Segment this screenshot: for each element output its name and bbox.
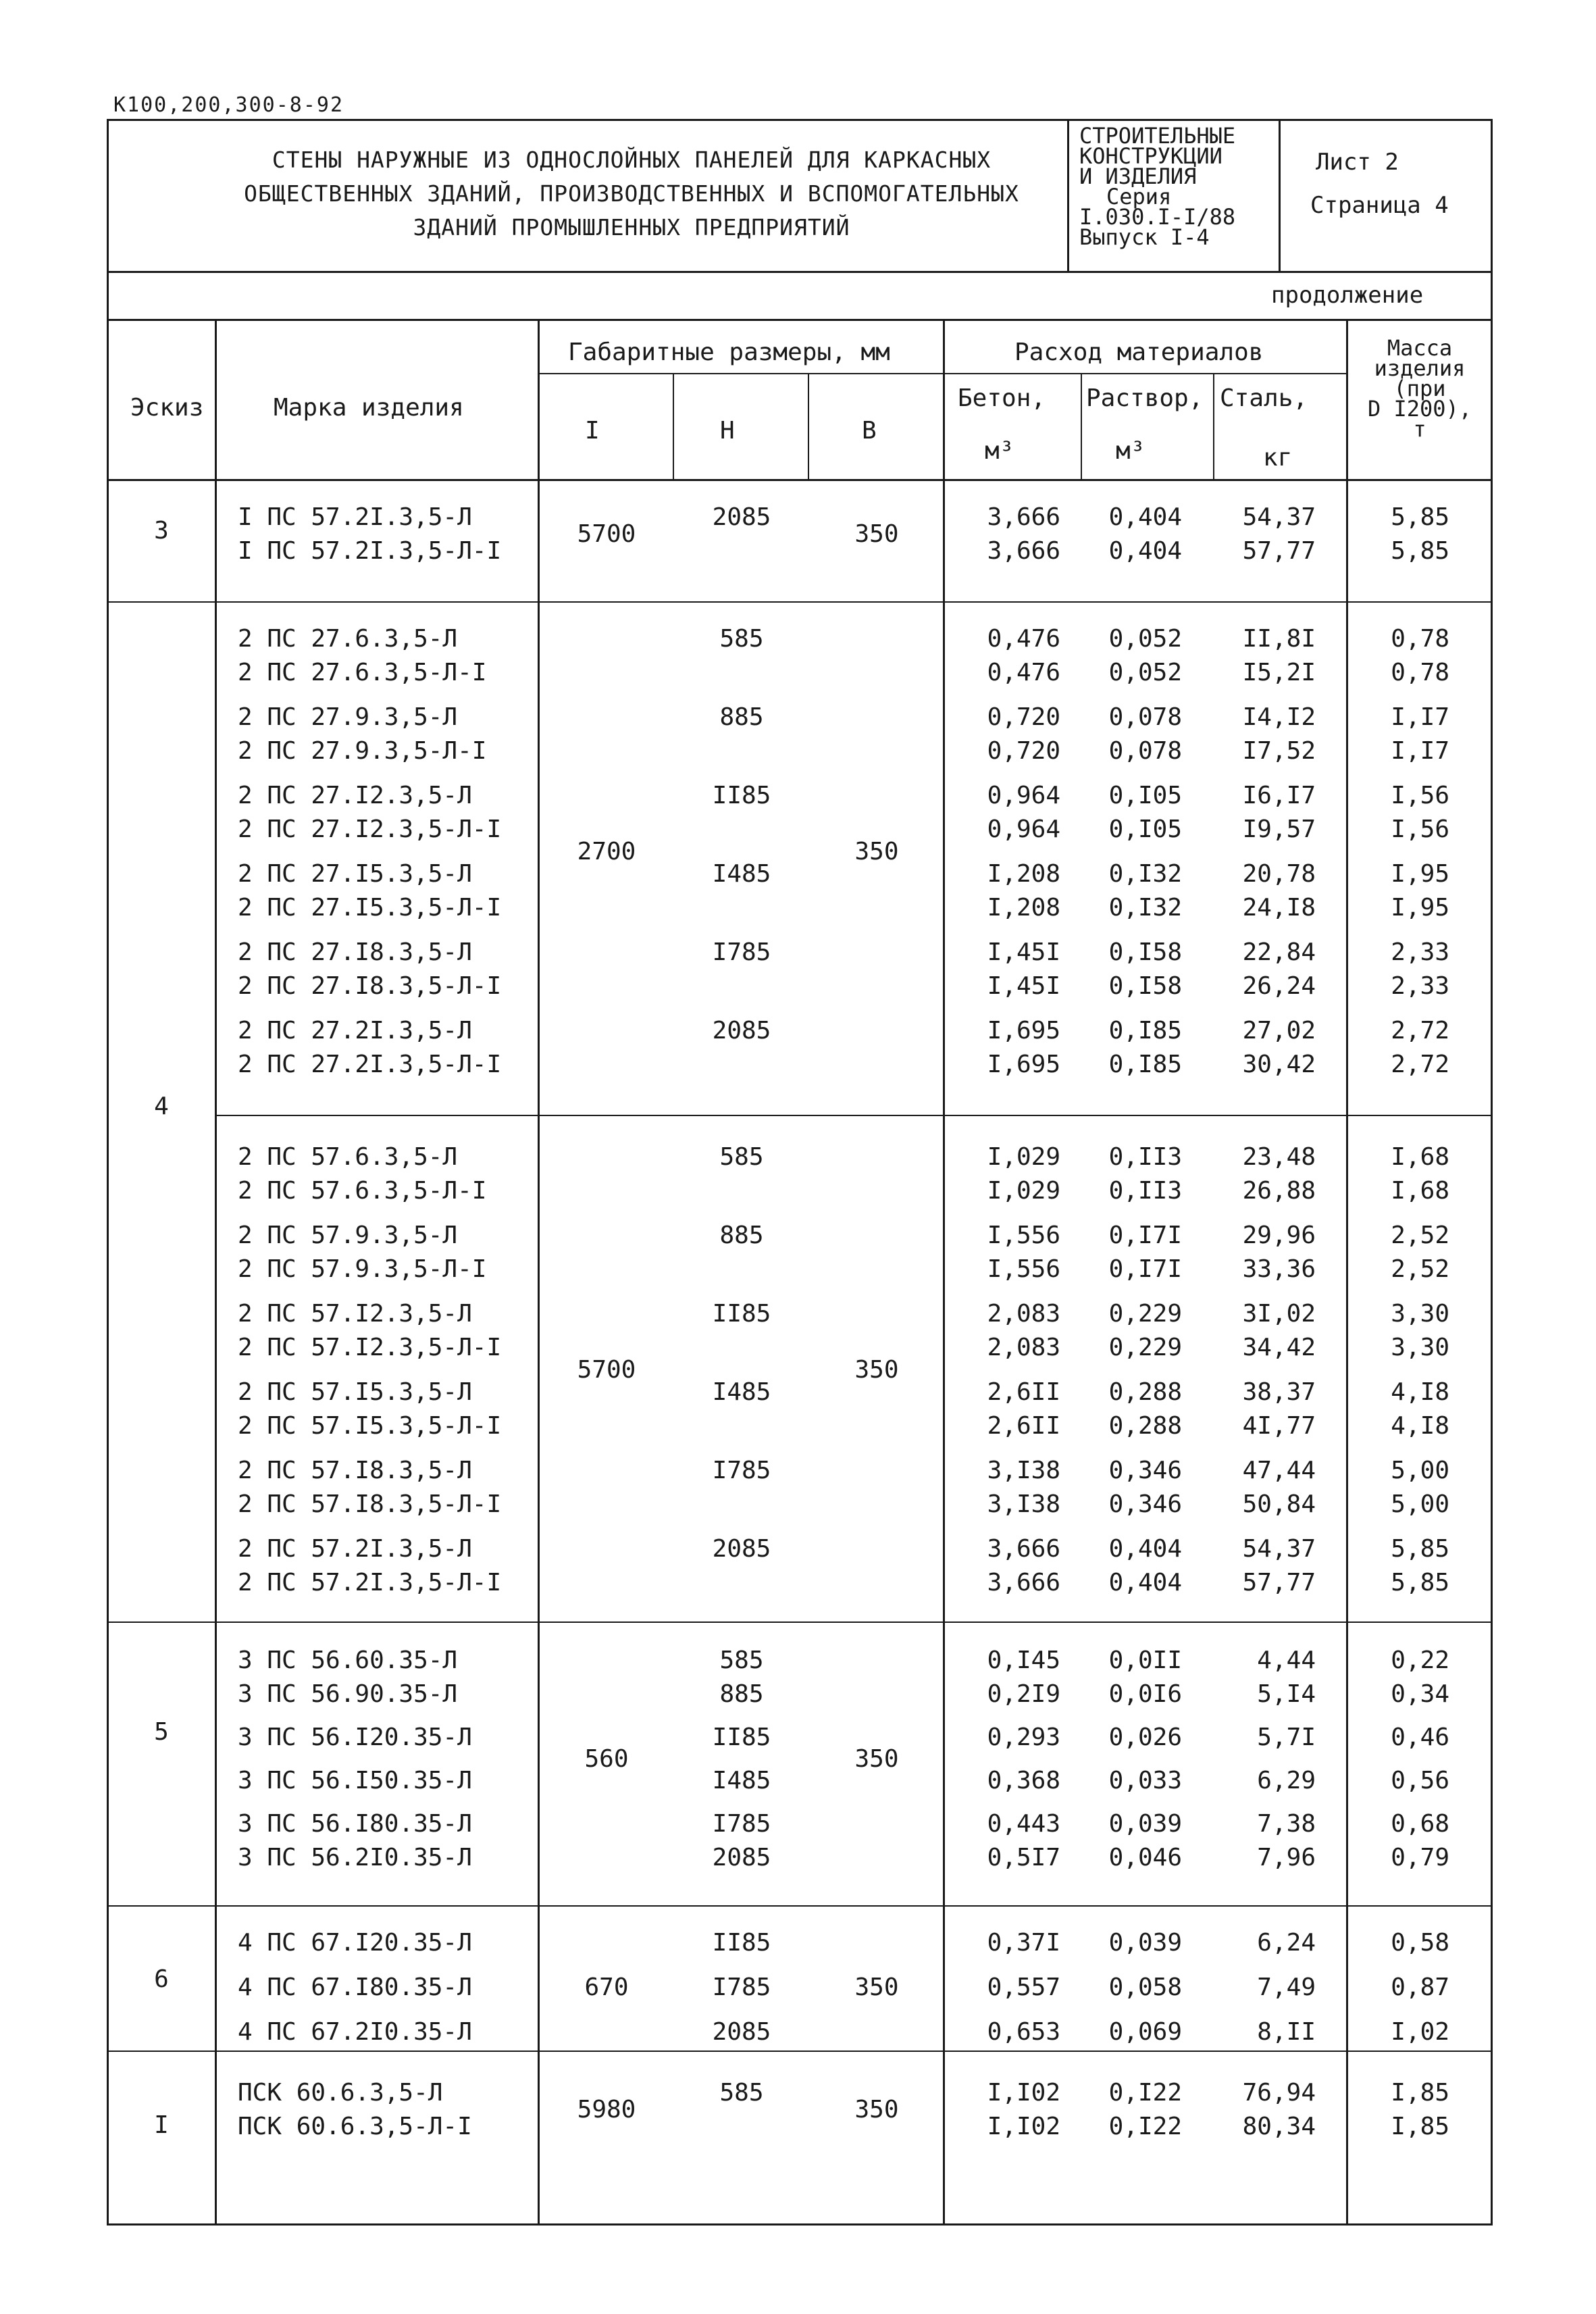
product-mark: 3 ПС 56.I80.35-Л xyxy=(238,1810,472,1838)
h-value: 585 xyxy=(719,1646,764,1674)
product-mark: 2 ПС 57.I5.3,5-Л-I xyxy=(238,1412,502,1440)
mortar-value: 0,I58 xyxy=(1108,938,1182,966)
mortar-value: 0,033 xyxy=(1108,1767,1182,1794)
mass-value: 2,33 xyxy=(1391,938,1449,966)
h-value: II85 xyxy=(712,1724,771,1751)
steel-value: I9,57 xyxy=(1242,815,1316,843)
header-mid-line xyxy=(538,373,1346,374)
steel-value: 8,II xyxy=(1257,2018,1316,2046)
b-value: 350 xyxy=(854,1356,899,1384)
h-value: 2085 xyxy=(712,503,771,531)
h-value: 885 xyxy=(719,703,764,731)
h-value: I785 xyxy=(712,1973,771,2001)
mass-value: 0,56 xyxy=(1391,1767,1449,1794)
mortar-value: 0,I58 xyxy=(1108,972,1182,1000)
mortar-value: 0,052 xyxy=(1108,625,1182,653)
col-header-L: I xyxy=(585,417,600,445)
col-header-mark: Марка изделия xyxy=(274,394,464,422)
product-mark: 2 ПС 57.9.3,5-Л-I xyxy=(238,1255,487,1283)
steel-value: 26,24 xyxy=(1242,972,1316,1000)
col-line-5 xyxy=(943,320,945,2225)
mass-value: 0,79 xyxy=(1391,1844,1449,1871)
concrete-value: 0,964 xyxy=(987,782,1060,809)
col-line-4 xyxy=(808,374,809,479)
page-number: Страница 4 xyxy=(1310,192,1449,219)
sketch-number: 5 xyxy=(154,1718,169,1746)
continuation-line xyxy=(107,319,1493,321)
mass-value: I,56 xyxy=(1391,782,1449,809)
mass-value: 4,I8 xyxy=(1391,1378,1449,1406)
sketch-number: 3 xyxy=(154,517,169,545)
concrete-value: 0,653 xyxy=(987,2018,1060,2046)
mass-value: I,68 xyxy=(1391,1143,1449,1171)
concrete-value: I,208 xyxy=(987,894,1060,922)
mortar-value: 0,058 xyxy=(1108,1973,1182,2001)
document-title xyxy=(203,143,1060,245)
steel-value: 50,84 xyxy=(1242,1490,1316,1518)
concrete-value: I,029 xyxy=(987,1143,1060,1171)
l-value: 670 xyxy=(584,1973,629,2001)
mass-value: 5,85 xyxy=(1391,503,1449,531)
mass-value: I,02 xyxy=(1391,2018,1449,2046)
product-mark: 2 ПС 57.9.3,5-Л xyxy=(238,1222,458,1249)
page-frame xyxy=(107,119,1493,2225)
product-mark: 4 ПС 67.I20.35-Л xyxy=(238,1929,472,1957)
mortar-value: 0,I05 xyxy=(1108,815,1182,843)
product-mark: 2 ПС 27.I2.3,5-Л-I xyxy=(238,815,502,843)
steel-value: I4,I2 xyxy=(1242,703,1316,731)
mass-value: I,85 xyxy=(1391,2079,1449,2107)
concrete-value: 0,557 xyxy=(987,1973,1060,2001)
steel-value: 22,84 xyxy=(1242,938,1316,966)
product-mark: 2 ПС 57.6.3,5-Л-I xyxy=(238,1177,487,1205)
product-mark: 2 ПС 27.2I.3,5-Л-I xyxy=(238,1051,502,1078)
mass-line-1: Масса xyxy=(1387,335,1453,361)
steel-value: 7,49 xyxy=(1257,1973,1316,2001)
mass-value: 2,72 xyxy=(1391,1051,1449,1078)
mortar-value: 0,404 xyxy=(1108,1569,1182,1596)
title-line-2: ОБЩЕСТВЕННЫХ ЗДАНИЙ, ПРОИЗВОДСТВЕННЫХ И ВСПОМОГАТЕЛЬНЫХ xyxy=(244,180,1019,207)
mass-value: 0,78 xyxy=(1391,625,1449,653)
product-mark: 4 ПС 67.2I0.35-Л xyxy=(238,2018,472,2046)
mass-value: 2,33 xyxy=(1391,972,1449,1000)
mortar-value: 0,I32 xyxy=(1108,894,1182,922)
title-line-1: СТЕНЫ НАРУЖНЫЕ ИЗ ОДНОСЛОЙНЫХ ПАНЕЛЕЙ ДЛЯ КАРКАСНЫХ xyxy=(272,147,992,173)
mass-value: 5,85 xyxy=(1391,1569,1449,1596)
steel-value: 30,42 xyxy=(1242,1051,1316,1078)
concrete-value: 0,443 xyxy=(987,1810,1060,1838)
concrete-value: 0,5I7 xyxy=(987,1844,1060,1871)
product-mark: 2 ПС 57.I8.3,5-Л xyxy=(238,1457,472,1484)
group-divider xyxy=(107,1905,1493,1907)
h-value: I785 xyxy=(712,1457,771,1484)
concrete-value: 2,083 xyxy=(987,1300,1060,1328)
mortar-value: 0,229 xyxy=(1108,1300,1182,1328)
h-value: 2085 xyxy=(712,1535,771,1563)
document-code: К100,200,300-8-92 xyxy=(113,93,344,117)
col-header-steel: Сталь, xyxy=(1220,384,1308,412)
concrete-value: I,556 xyxy=(987,1255,1060,1283)
steel-value: 34,42 xyxy=(1242,1334,1316,1361)
steel-value: 7,38 xyxy=(1257,1810,1316,1838)
col-header-mass xyxy=(1354,335,1486,442)
mass-value: 0,78 xyxy=(1391,659,1449,686)
mass-value: 4,I8 xyxy=(1391,1412,1449,1440)
product-mark: 3 ПС 56.2I0.35-Л xyxy=(238,1844,472,1871)
product-mark: 2 ПС 27.9.3,5-Л xyxy=(238,703,458,731)
mass-value: 0,68 xyxy=(1391,1810,1449,1838)
mortar-value: 0,I05 xyxy=(1108,782,1182,809)
mortar-value: 0,288 xyxy=(1108,1378,1182,1406)
mortar-value: 0,0I6 xyxy=(1108,1680,1182,1708)
mortar-value: 0,I85 xyxy=(1108,1017,1182,1045)
steel-value: 54,37 xyxy=(1242,503,1316,531)
sketch-number: I xyxy=(154,2111,169,2139)
mortar-value: 0,288 xyxy=(1108,1412,1182,1440)
product-mark: 2 ПС 57.I2.3,5-Л-I xyxy=(238,1334,502,1361)
concrete-value: I,45I xyxy=(987,972,1060,1000)
h-value: 885 xyxy=(719,1680,764,1708)
mass-value: I,I7 xyxy=(1391,737,1449,765)
concrete-value: 0,37I xyxy=(987,1929,1060,1957)
col-header-mortar: Раствор, xyxy=(1086,384,1204,412)
mass-value: 5,00 xyxy=(1391,1490,1449,1518)
col-header-materials: Расход материалов xyxy=(1014,338,1264,366)
mass-value: 2,52 xyxy=(1391,1222,1449,1249)
mortar-value: 0,I7I xyxy=(1108,1222,1182,1249)
concrete-value: 0,476 xyxy=(987,659,1060,686)
product-mark: 2 ПС 57.I2.3,5-Л xyxy=(238,1300,472,1328)
concrete-value: 3,I38 xyxy=(987,1457,1060,1484)
mortar-value: 0,I7I xyxy=(1108,1255,1182,1283)
product-mark: 2 ПС 57.2I.3,5-Л-I xyxy=(238,1569,502,1596)
col-header-mortar-unit: м³ xyxy=(1116,437,1145,465)
concrete-value: 0,476 xyxy=(987,625,1060,653)
steel-value: I6,I7 xyxy=(1242,782,1316,809)
concrete-value: I,I02 xyxy=(987,2079,1060,2107)
col-header-steel-unit: кг xyxy=(1263,444,1293,472)
product-mark: 2 ПС 27.I5.3,5-Л xyxy=(238,860,472,888)
col-header-sketch: Эскиз xyxy=(130,394,204,422)
product-mark: 2 ПС 27.I2.3,5-Л xyxy=(238,782,472,809)
concrete-value: I,45I xyxy=(987,938,1060,966)
h-value: I485 xyxy=(712,1378,771,1406)
mass-value: 5,85 xyxy=(1391,1535,1449,1563)
concrete-value: 3,I38 xyxy=(987,1490,1060,1518)
steel-value: 57,77 xyxy=(1242,1569,1316,1596)
concrete-value: 2,6II xyxy=(987,1378,1060,1406)
h-value: 2085 xyxy=(712,1017,771,1045)
steel-value: 80,34 xyxy=(1242,2113,1316,2140)
steel-value: 38,37 xyxy=(1242,1378,1316,1406)
h-value: 885 xyxy=(719,1222,764,1249)
steel-value: 6,24 xyxy=(1257,1929,1316,1957)
steel-value: 5,7I xyxy=(1257,1724,1316,1751)
h-value: II85 xyxy=(712,1300,771,1328)
series-block xyxy=(1079,123,1236,250)
concrete-value: I,I02 xyxy=(987,2113,1060,2140)
steel-value: 4,44 xyxy=(1257,1646,1316,1674)
mortar-value: 0,039 xyxy=(1108,1810,1182,1838)
col-line-7 xyxy=(1213,374,1214,479)
group-divider xyxy=(107,2051,1493,2052)
concrete-value: I,695 xyxy=(987,1017,1060,1045)
concrete-value: 0,2I9 xyxy=(987,1680,1060,1708)
h-value: I785 xyxy=(712,1810,771,1838)
mass-line-5: т xyxy=(1413,416,1426,442)
steel-value: 54,37 xyxy=(1242,1535,1316,1563)
b-value: 350 xyxy=(854,1973,899,2001)
concrete-value: 3,666 xyxy=(987,503,1060,531)
steel-value: 24,I8 xyxy=(1242,894,1316,922)
mass-value: 0,34 xyxy=(1391,1680,1449,1708)
concrete-value: 0,368 xyxy=(987,1767,1060,1794)
steel-value: 7,96 xyxy=(1257,1844,1316,1871)
sketch-number: 4 xyxy=(154,1092,169,1120)
mortar-value: 0,229 xyxy=(1108,1334,1182,1361)
concrete-value: 0,720 xyxy=(987,737,1060,765)
mortar-value: 0,I85 xyxy=(1108,1051,1182,1078)
mass-value: I,56 xyxy=(1391,815,1449,843)
mass-value: 3,30 xyxy=(1391,1300,1449,1328)
series-line-4: Серия xyxy=(1106,184,1172,209)
product-mark: I ПС 57.2I.3,5-Л xyxy=(238,503,472,531)
concrete-value: I,695 xyxy=(987,1051,1060,1078)
b-value: 350 xyxy=(854,520,899,548)
concrete-value: 0,I45 xyxy=(987,1646,1060,1674)
h-value: I485 xyxy=(712,1767,771,1794)
group-divider xyxy=(215,1115,1493,1116)
product-mark: ПСК 60.6.3,5-Л xyxy=(238,2079,443,2107)
col-header-dims: Габаритные размеры, мм xyxy=(568,338,890,366)
col-header-B: B xyxy=(862,417,877,445)
steel-value: 57,77 xyxy=(1242,537,1316,565)
continuation-label: продолжение xyxy=(1271,282,1424,309)
concrete-value: I,556 xyxy=(987,1222,1060,1249)
product-mark: ПСК 60.6.3,5-Л-I xyxy=(238,2113,472,2140)
b-value: 350 xyxy=(854,2096,899,2123)
header-divider-2 xyxy=(1279,119,1281,272)
mass-value: 0,87 xyxy=(1391,1973,1449,2001)
mortar-value: 0,052 xyxy=(1108,659,1182,686)
product-mark: 2 ПС 27.9.3,5-Л-I xyxy=(238,737,487,765)
steel-value: 5,I4 xyxy=(1257,1680,1316,1708)
title-line-3: ЗДАНИЙ ПРОМЫШЛЕННЫХ ПРЕДПРИЯТИЙ xyxy=(413,214,850,241)
h-value: I485 xyxy=(712,860,771,888)
mass-line-2: изделия xyxy=(1374,355,1466,381)
b-value: 350 xyxy=(854,838,899,865)
mass-value: 0,22 xyxy=(1391,1646,1449,1674)
h-value: II85 xyxy=(712,782,771,809)
concrete-value: 3,666 xyxy=(987,537,1060,565)
mass-line-4: D I200), xyxy=(1367,396,1472,422)
concrete-value: 0,293 xyxy=(987,1724,1060,1751)
series-line-1: СТРОИТЕЛЬНЫЕ xyxy=(1079,123,1236,149)
product-mark: 2 ПС 27.I8.3,5-Л xyxy=(238,938,472,966)
h-value: I785 xyxy=(712,938,771,966)
steel-value: 4I,77 xyxy=(1242,1412,1316,1440)
group-divider xyxy=(107,1621,1493,1623)
steel-value: 76,94 xyxy=(1242,2079,1316,2107)
steel-value: 27,02 xyxy=(1242,1017,1316,1045)
steel-value: 26,88 xyxy=(1242,1177,1316,1205)
col-line-2 xyxy=(538,320,540,2225)
col-line-6 xyxy=(1081,374,1082,479)
col-header-H: H xyxy=(720,417,735,445)
mass-value: I,68 xyxy=(1391,1177,1449,1205)
mortar-value: 0,0II xyxy=(1108,1646,1182,1674)
mortar-value: 0,II3 xyxy=(1108,1143,1182,1171)
mass-value: 3,30 xyxy=(1391,1334,1449,1361)
mass-value: I,95 xyxy=(1391,860,1449,888)
mortar-value: 0,039 xyxy=(1108,1929,1182,1957)
b-value: 350 xyxy=(854,1745,899,1773)
steel-value: I5,2I xyxy=(1242,659,1316,686)
mass-value: 2,72 xyxy=(1391,1017,1449,1045)
product-mark: 4 ПС 67.I80.35-Л xyxy=(238,1973,472,2001)
concrete-value: 2,083 xyxy=(987,1334,1060,1361)
mass-line-3: (при xyxy=(1393,376,1446,401)
h-value: 585 xyxy=(719,2079,764,2107)
product-mark: 2 ПС 57.I8.3,5-Л-I xyxy=(238,1490,502,1518)
mortar-value: 0,046 xyxy=(1108,1844,1182,1871)
mortar-value: 0,I22 xyxy=(1108,2113,1182,2140)
series-line-2: КОНСТРУКЦИИ xyxy=(1079,143,1222,169)
product-mark: 2 ПС 27.I5.3,5-Л-I xyxy=(238,894,502,922)
col-header-concrete-unit: м³ xyxy=(985,437,1014,465)
product-mark: 2 ПС 57.I5.3,5-Л xyxy=(238,1378,472,1406)
series-line-6: Выпуск I-4 xyxy=(1079,224,1210,250)
h-value: 585 xyxy=(719,1143,764,1171)
sketch-number: 6 xyxy=(154,1965,169,1993)
steel-value: II,8I xyxy=(1242,625,1316,653)
product-mark: 2 ПС 57.2I.3,5-Л xyxy=(238,1535,472,1563)
l-value: 560 xyxy=(584,1745,629,1773)
mortar-value: 0,II3 xyxy=(1108,1177,1182,1205)
product-mark: 2 ПС 27.I8.3,5-Л-I xyxy=(238,972,502,1000)
concrete-value: 3,666 xyxy=(987,1535,1060,1563)
l-value: 5700 xyxy=(577,520,636,548)
header-divider-1 xyxy=(1067,119,1069,272)
product-mark: 2 ПС 27.6.3,5-Л xyxy=(238,625,458,653)
product-mark: 2 ПС 27.6.3,5-Л-I xyxy=(238,659,487,686)
mortar-value: 0,I22 xyxy=(1108,2079,1182,2107)
steel-value: 33,36 xyxy=(1242,1255,1316,1283)
steel-value: 29,96 xyxy=(1242,1222,1316,1249)
mass-value: 5,00 xyxy=(1391,1457,1449,1484)
product-mark: I ПС 57.2I.3,5-Л-I xyxy=(238,537,502,565)
product-mark: 2 ПС 27.2I.3,5-Л xyxy=(238,1017,472,1045)
steel-value: I7,52 xyxy=(1242,737,1316,765)
l-value: 2700 xyxy=(577,838,636,865)
mortar-value: 0,078 xyxy=(1108,703,1182,731)
series-line-3: И ИЗДЕЛИЯ xyxy=(1079,164,1197,189)
h-value: II85 xyxy=(712,1929,771,1957)
product-mark: 3 ПС 56.I50.35-Л xyxy=(238,1767,472,1794)
mortar-value: 0,404 xyxy=(1108,1535,1182,1563)
mass-value: I,85 xyxy=(1391,2113,1449,2140)
mass-value: 0,58 xyxy=(1391,1929,1449,1957)
sheet-number: Лист 2 xyxy=(1316,149,1399,176)
group-divider xyxy=(107,601,1493,603)
h-value: 2085 xyxy=(712,2018,771,2046)
header-bottom-line xyxy=(107,271,1493,273)
mortar-value: 0,I32 xyxy=(1108,860,1182,888)
mortar-value: 0,078 xyxy=(1108,737,1182,765)
steel-value: 20,78 xyxy=(1242,860,1316,888)
col-line-1 xyxy=(215,320,217,2225)
steel-value: 6,29 xyxy=(1257,1767,1316,1794)
mass-value: 5,85 xyxy=(1391,537,1449,565)
product-mark: 3 ПС 56.I20.35-Л xyxy=(238,1724,472,1751)
product-mark: 3 ПС 56.60.35-Л xyxy=(238,1646,458,1674)
mortar-value: 0,404 xyxy=(1108,537,1182,565)
l-value: 5700 xyxy=(577,1356,636,1384)
concrete-value: I,208 xyxy=(987,860,1060,888)
series-line-5: I.030.I-I/88 xyxy=(1079,204,1236,230)
mass-value: 2,52 xyxy=(1391,1255,1449,1283)
mass-value: I,95 xyxy=(1391,894,1449,922)
col-line-3 xyxy=(673,374,674,479)
mortar-value: 0,404 xyxy=(1108,503,1182,531)
concrete-value: 3,666 xyxy=(987,1569,1060,1596)
h-value: 585 xyxy=(719,625,764,653)
mortar-value: 0,069 xyxy=(1108,2018,1182,2046)
steel-value: 23,48 xyxy=(1242,1143,1316,1171)
mass-value: 0,46 xyxy=(1391,1724,1449,1751)
steel-value: 3I,02 xyxy=(1242,1300,1316,1328)
concrete-value: 0,720 xyxy=(987,703,1060,731)
concrete-value: 0,964 xyxy=(987,815,1060,843)
mortar-value: 0,346 xyxy=(1108,1490,1182,1518)
product-mark: 2 ПС 57.6.3,5-Л xyxy=(238,1143,458,1171)
concrete-value: I,029 xyxy=(987,1177,1060,1205)
concrete-value: 2,6II xyxy=(987,1412,1060,1440)
steel-value: 47,44 xyxy=(1242,1457,1316,1484)
col-header-concrete: Бетон, xyxy=(958,384,1046,412)
product-mark: 3 ПС 56.90.35-Л xyxy=(238,1680,458,1708)
mortar-value: 0,026 xyxy=(1108,1724,1182,1751)
h-value: 2085 xyxy=(712,1844,771,1871)
header-end-line xyxy=(107,479,1493,481)
l-value: 5980 xyxy=(577,2096,636,2123)
mortar-value: 0,346 xyxy=(1108,1457,1182,1484)
mass-value: I,I7 xyxy=(1391,703,1449,731)
